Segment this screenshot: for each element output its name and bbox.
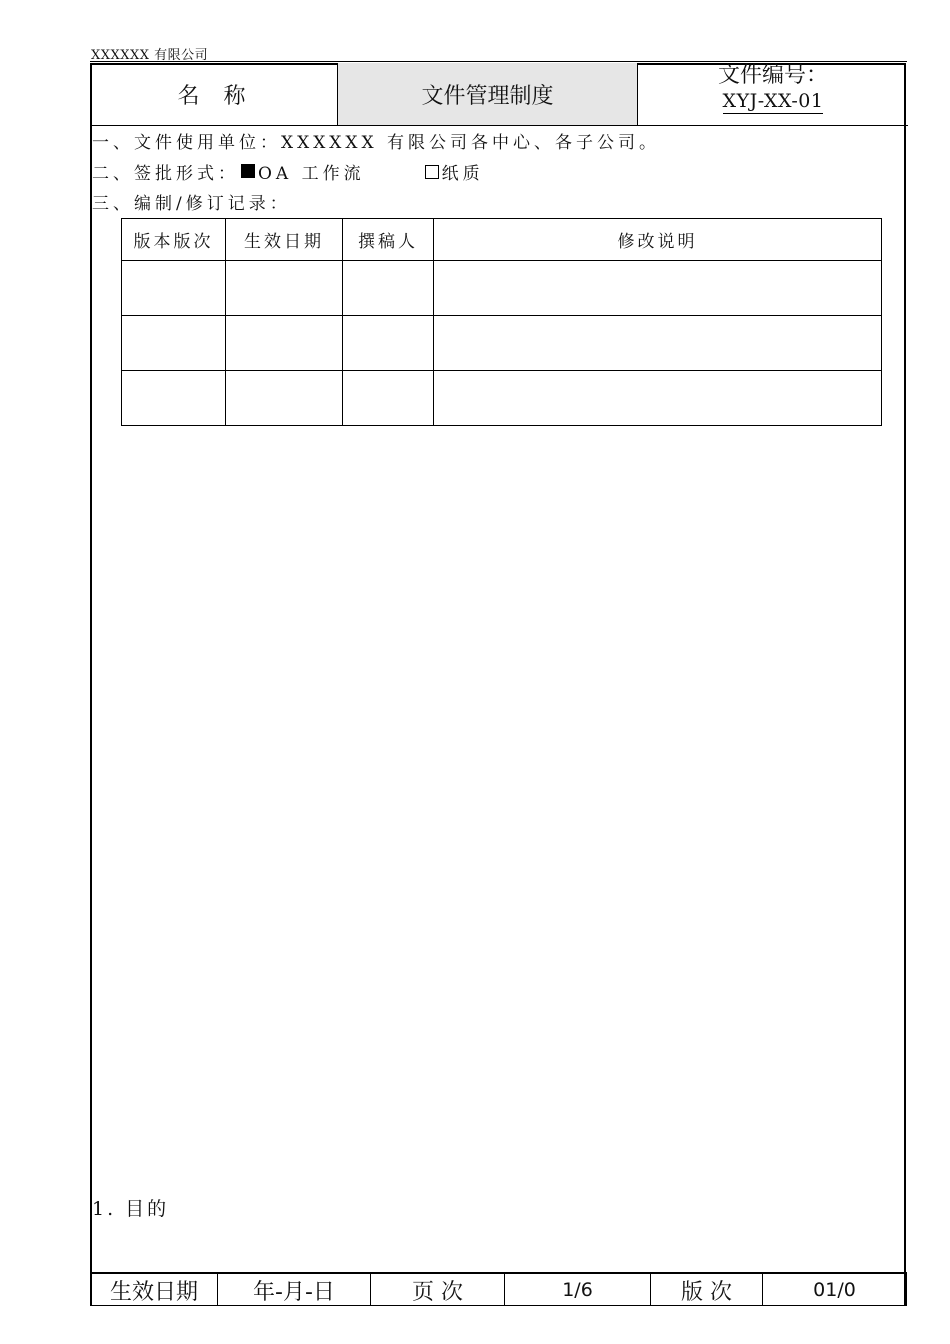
document-number: XYJ-XX-01 (722, 90, 824, 112)
revision-table (121, 218, 882, 426)
footer-block (90, 1272, 907, 1306)
name-label: 名称 (90, 63, 338, 125)
column-header: 修改说明 (434, 219, 882, 261)
approval-form-label: 二、签批形式： (92, 164, 239, 184)
effective-date-label: 生效日期 (90, 1274, 217, 1306)
table-cell (122, 371, 226, 426)
table-cell (226, 371, 343, 426)
option-oa: OA 工作流 (258, 164, 365, 184)
table-row (122, 371, 882, 426)
table-cell (434, 261, 882, 316)
table-cell (343, 261, 434, 316)
approval-form-line (92, 159, 484, 184)
document-title: 文件管理制度 (338, 63, 638, 125)
table-cell (226, 316, 343, 371)
table-cell (343, 316, 434, 371)
table-cell (434, 371, 882, 426)
table-cell (122, 316, 226, 371)
effective-date-value: 年-月-日 (217, 1274, 370, 1306)
document-number-label: 文件编号： (717, 63, 828, 88)
table-cell (226, 261, 343, 316)
revision-record-heading: 三、编制/修订记录： (92, 194, 291, 214)
company-header: XXXXXX 有限公司 (91, 48, 209, 63)
table-header-row (122, 219, 882, 261)
unchecked-box-icon (425, 165, 439, 179)
section-purpose-heading: 1. 目的 (92, 1198, 170, 1220)
column-header: 版本版次 (122, 219, 226, 261)
table-cell (122, 261, 226, 316)
page-value: 1/6 (504, 1274, 650, 1306)
table-row (122, 261, 882, 316)
checked-box-icon (241, 164, 255, 178)
table-cell (343, 371, 434, 426)
document-number-cell (638, 63, 908, 125)
column-header: 撰稿人 (343, 219, 434, 261)
header-rule (90, 61, 907, 62)
table-cell (434, 316, 882, 371)
table-row (122, 316, 882, 371)
usage-unit-line: 一、文件使用单位：XXXXXX 有限公司各中心、各子公司。 (92, 133, 661, 153)
page-label: 页 次 (370, 1274, 504, 1306)
version-value: 01/0 (762, 1274, 907, 1306)
title-block (90, 63, 908, 126)
option-paper: 纸质 (441, 164, 484, 184)
column-header: 生效日期 (226, 219, 343, 261)
version-label: 版 次 (650, 1274, 762, 1306)
